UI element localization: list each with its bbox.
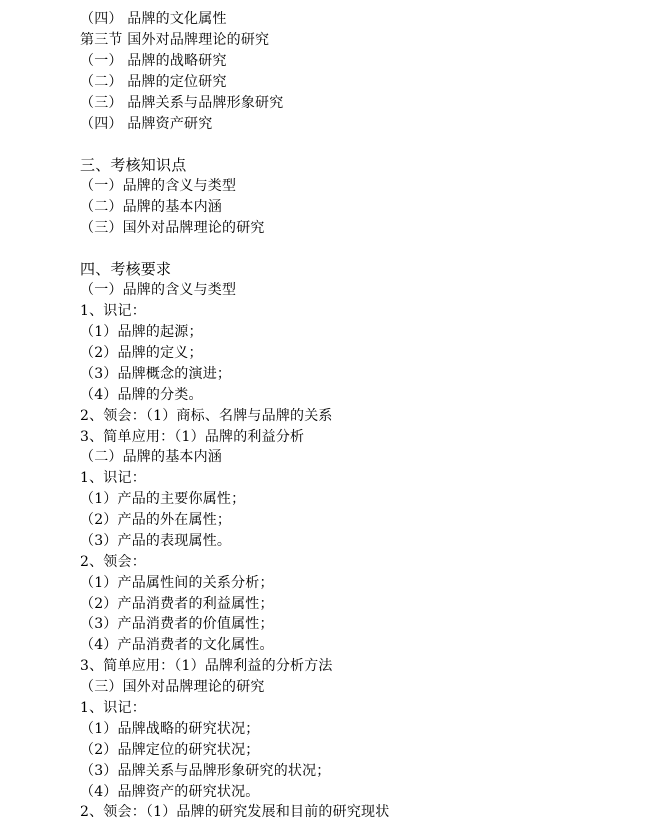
text-line: （2）产品的外在属性； (80, 512, 232, 528)
text-line: （3）品牌关系与品牌形象研究的状况； (80, 763, 331, 779)
text-line: （四） 品牌资产研究 (80, 116, 213, 132)
text-line: （一） 品牌的战略研究 (80, 53, 227, 69)
text-line: （1）产品的主要你属性； (80, 491, 246, 507)
text-line: 2、领会：（1）品牌的研究发展和目前的研究现状 (80, 804, 390, 820)
text-line: （4）产品消费者的文化属性。 (80, 637, 274, 653)
text-line: （三） 品牌关系与品牌形象研究 (80, 95, 284, 111)
text-line: （2）品牌定位的研究状况； (80, 742, 260, 758)
text-line: （3）产品消费者的价值属性； (80, 616, 274, 632)
text-line: （3）品牌概念的演进； (80, 366, 232, 382)
text-line: （二）品牌的基本内涵 (80, 199, 222, 215)
text-line: （四） 品牌的文化属性 (80, 11, 227, 27)
text-line: （3）产品的表现属性。 (80, 533, 232, 549)
text-line: 3、简单应用：（1）品牌的利益分析 (80, 429, 305, 445)
text-line: 2、领会： (80, 554, 146, 570)
section-heading: 第三节 国外对品牌理论的研究 (80, 32, 270, 48)
text-line: （三）国外对品牌理论的研究 (80, 220, 265, 236)
text-line: （4）品牌的分类。 (80, 387, 203, 403)
text-line: （三）国外对品牌理论的研究 (80, 679, 265, 695)
text-line: （1）品牌战略的研究状况； (80, 721, 260, 737)
text-line: 1、识记： (80, 303, 146, 319)
text-line: （1）品牌的起源； (80, 324, 203, 340)
text-line: （一）品牌的含义与类型 (80, 282, 237, 298)
text-line: （一）品牌的含义与类型 (80, 178, 237, 194)
text-line: （2）产品消费者的利益属性； (80, 596, 274, 612)
text-line: 1、识记： (80, 470, 146, 486)
section-heading: 三、考核知识点 (80, 156, 187, 174)
text-line: （1）产品属性间的关系分析； (80, 575, 274, 591)
text-line: 3、简单应用：（1）品牌利益的分析方法 (80, 658, 333, 674)
text-line: 2、领会：（1）商标、名牌与品牌的关系 (80, 408, 333, 424)
text-line: （二） 品牌的定位研究 (80, 74, 227, 90)
section-heading: 四、考核要求 (80, 260, 172, 278)
text-line: （2）品牌的定义； (80, 345, 203, 361)
text-line: （4）品牌资产的研究状况。 (80, 784, 260, 800)
text-line: （二）品牌的基本内涵 (80, 449, 222, 465)
text-line: 1、识记： (80, 700, 146, 716)
